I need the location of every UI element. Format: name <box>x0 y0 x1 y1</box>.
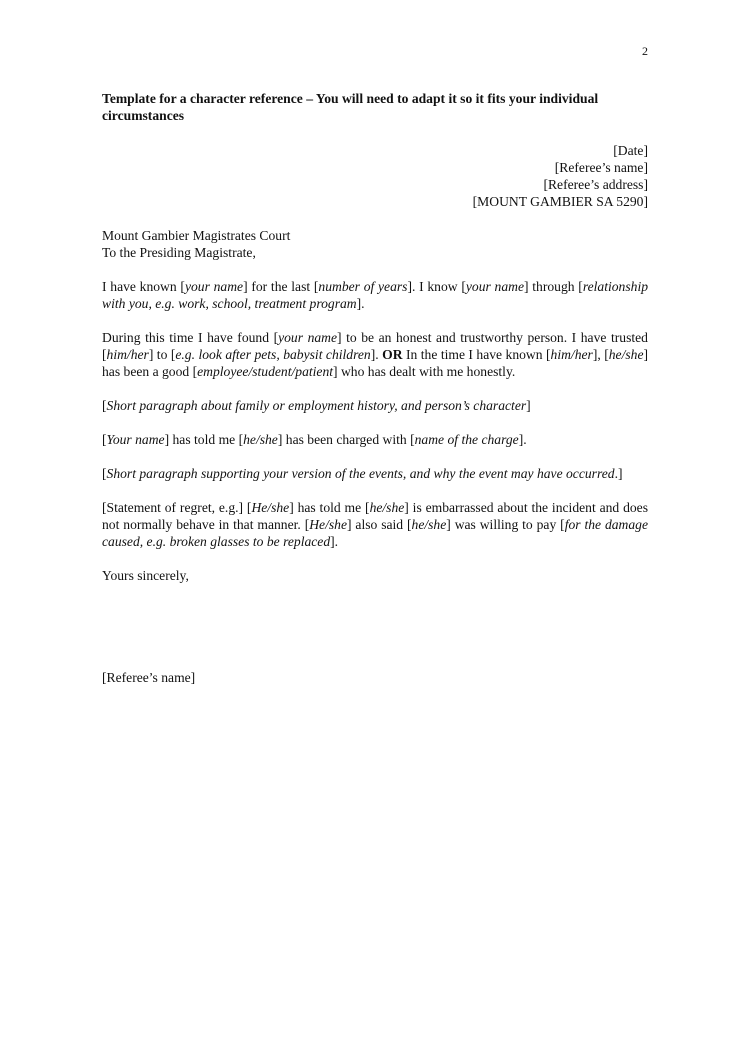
placeholder-run: name of the charge <box>414 432 519 447</box>
placeholder-run: your name <box>184 279 244 294</box>
paragraph-regret <box>102 499 648 550</box>
text-run: ], [ <box>592 347 609 362</box>
signature-name: [Referee’s name] <box>102 670 196 685</box>
placeholder-run: he/she <box>608 347 644 362</box>
referee-address-placeholder: [Referee’s address] <box>543 177 648 192</box>
recipient-block <box>102 227 648 261</box>
placeholder-run: he/she <box>243 432 278 447</box>
text-run: During this time I have found [ <box>102 330 279 345</box>
signoff: Yours sincerely, <box>102 568 189 583</box>
text-run: [Statement of regret, e.g.] [ <box>102 500 252 515</box>
placeholder-run: him/her <box>106 347 149 362</box>
text-run: ]. <box>356 296 365 311</box>
text-run: ]. I know [ <box>407 279 466 294</box>
placeholder-run: employee/student/patient <box>197 364 334 379</box>
sender-address-block <box>102 142 648 210</box>
text-run: [ <box>102 432 107 447</box>
date-placeholder: [Date] <box>613 143 648 158</box>
placeholder-run: your name <box>465 279 524 294</box>
placeholder-run: e.g. look after pets, babysit children <box>175 347 371 362</box>
text-run: ] who has dealt with me honestly. <box>333 364 516 379</box>
text-run: ]. <box>370 347 383 362</box>
text-run: ] was willing to pay [ <box>446 517 565 532</box>
referee-name-placeholder: [Referee’s name] <box>554 160 648 175</box>
placeholder-run: Short paragraph about family or employment history, and person’s character <box>106 398 527 413</box>
letter-body <box>102 90 648 686</box>
template-heading: Template for a character reference – You will need to adapt it so it fits your individual circumstances <box>102 91 599 123</box>
text-run: ] to be an honest and trustworthy person. I have trusted [ <box>102 330 648 362</box>
or-emphasis: OR <box>382 347 403 362</box>
paragraph-known-duration <box>102 278 648 312</box>
text-run: I have known [ <box>102 279 185 294</box>
placeholder-run: he/she <box>411 517 447 532</box>
text-run: ] <box>526 398 531 413</box>
placeholder-run: your name <box>278 330 338 345</box>
paragraph-charge <box>102 431 648 448</box>
text-run: ] has been charged with [ <box>277 432 415 447</box>
placeholder-run: He/she <box>251 500 290 515</box>
text-run: ] has told me [ <box>164 432 244 447</box>
paragraph-version-of-events <box>102 465 648 482</box>
text-run: In the time I have known [ <box>402 347 551 362</box>
text-run: ] through [ <box>523 279 583 294</box>
placeholder-run: relationship with you, e.g. work, school, treatment program <box>102 279 649 311</box>
text-run: ] for the last [ <box>243 279 319 294</box>
text-run: ] has told me [ <box>289 500 370 515</box>
placeholder-run: He/she <box>309 517 347 532</box>
paragraph-family-history <box>102 397 648 414</box>
salutation: To the Presiding Magistrate, <box>102 245 256 260</box>
text-run: ]. <box>518 432 527 447</box>
text-run: [ <box>102 466 107 481</box>
placeholder-run: he/she <box>369 500 405 515</box>
placeholder-run: for the damage caused, e.g. broken glasses to be replaced <box>102 517 648 549</box>
page-number: 2 <box>642 44 648 58</box>
text-run: ] also said [ <box>346 517 412 532</box>
court-name: Mount Gambier Magistrates Court <box>102 228 291 243</box>
placeholder-run: him/her <box>550 347 593 362</box>
text-run: ]. <box>330 534 339 549</box>
location-line: [MOUNT GAMBIER SA 5290] <box>472 194 648 209</box>
text-run: ] is embarrassed about the incident and does not normally behave in that manner. [ <box>102 500 648 532</box>
placeholder-run: Your name <box>106 432 165 447</box>
text-run: ] has been a good [ <box>102 347 649 379</box>
text-run: .] <box>614 466 623 481</box>
placeholder-run: number of years <box>318 279 408 294</box>
text-run: ] to [ <box>148 347 176 362</box>
text-run: [ <box>102 398 107 413</box>
paragraph-honesty <box>102 329 648 380</box>
placeholder-run: Short paragraph supporting your version of the events, and why the event may have occurred <box>106 466 615 481</box>
